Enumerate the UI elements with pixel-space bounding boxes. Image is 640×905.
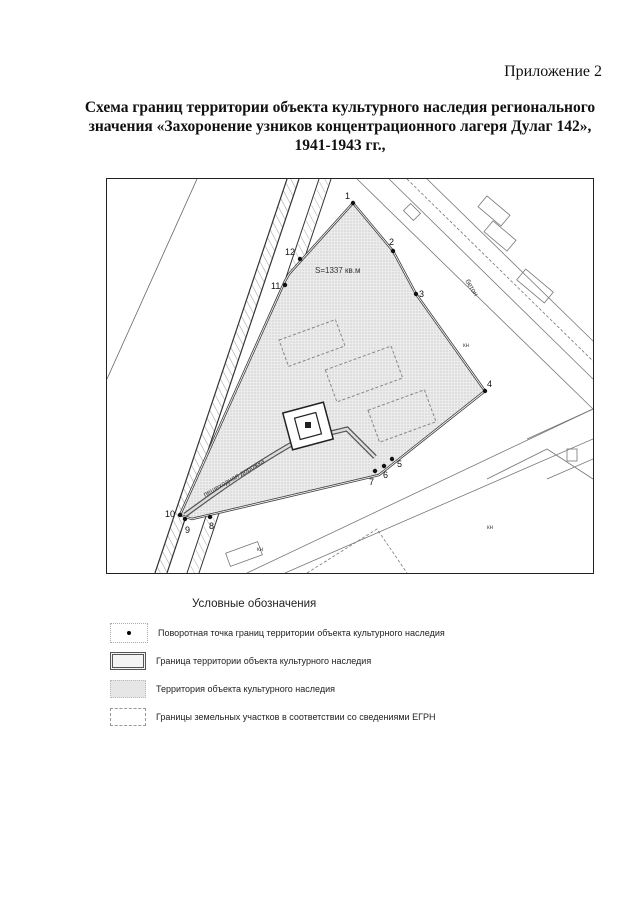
svg-text:9: 9 bbox=[185, 525, 191, 535]
title-line-2: значения «Захоронение узников концентрационного лагеря Дулаг 142», bbox=[88, 118, 592, 135]
svg-text:10: 10 bbox=[165, 509, 176, 519]
svg-text:7: 7 bbox=[369, 477, 375, 487]
legend-item-label: Граница территории объекта культурного наследия bbox=[156, 656, 372, 666]
document-title bbox=[60, 98, 620, 155]
legend-item-label: Границы земельных участков в соответствии со сведениями ЕГРН bbox=[156, 712, 436, 722]
turning-point-4 bbox=[483, 379, 492, 393]
svg-text:4: 4 bbox=[487, 379, 493, 389]
legend-item-label: Территория объекта культурного наследия bbox=[156, 684, 335, 694]
svg-text:8: 8 bbox=[209, 521, 215, 531]
map-legend bbox=[110, 598, 550, 731]
svg-text:3: 3 bbox=[419, 289, 425, 299]
street-label: бетон bbox=[463, 278, 480, 298]
legend-item bbox=[110, 675, 550, 703]
land-parcel-icon bbox=[110, 708, 146, 726]
turning-point-icon bbox=[110, 623, 148, 643]
parcel-label-2: кн bbox=[487, 525, 493, 531]
path-label: пешеходная дорожка bbox=[202, 458, 266, 499]
svg-text:2: 2 bbox=[389, 237, 395, 247]
title-line-1: Схема границ территории объекта культурного наследия регионального bbox=[84, 99, 596, 116]
svg-text:5: 5 bbox=[397, 459, 403, 469]
boundary-line-icon bbox=[110, 652, 146, 670]
svg-text:1: 1 bbox=[345, 191, 351, 201]
turning-point-9 bbox=[183, 517, 190, 535]
svg-text:6: 6 bbox=[383, 470, 389, 480]
area-label: S=1337 кв.м bbox=[315, 266, 361, 275]
svg-text:12: 12 bbox=[285, 247, 296, 257]
legend-item bbox=[110, 647, 550, 675]
parcel-label-1: кн bbox=[463, 343, 469, 349]
parcel-label-3: кн bbox=[257, 547, 263, 553]
turning-point-1 bbox=[345, 191, 355, 205]
title-line-3: 1941-1943 гг., bbox=[294, 137, 386, 154]
legend-item bbox=[110, 619, 550, 647]
legend-title: Условные обозначения bbox=[192, 598, 317, 610]
legend-item-label: Поворотная точка границ территории объекта культурного наследия bbox=[158, 628, 445, 638]
boundary-map bbox=[106, 178, 594, 574]
svg-text:11: 11 bbox=[271, 281, 281, 291]
legend-item bbox=[110, 703, 550, 731]
appendix-label: Приложение 2 bbox=[504, 63, 602, 80]
territory-fill-icon bbox=[110, 680, 146, 698]
